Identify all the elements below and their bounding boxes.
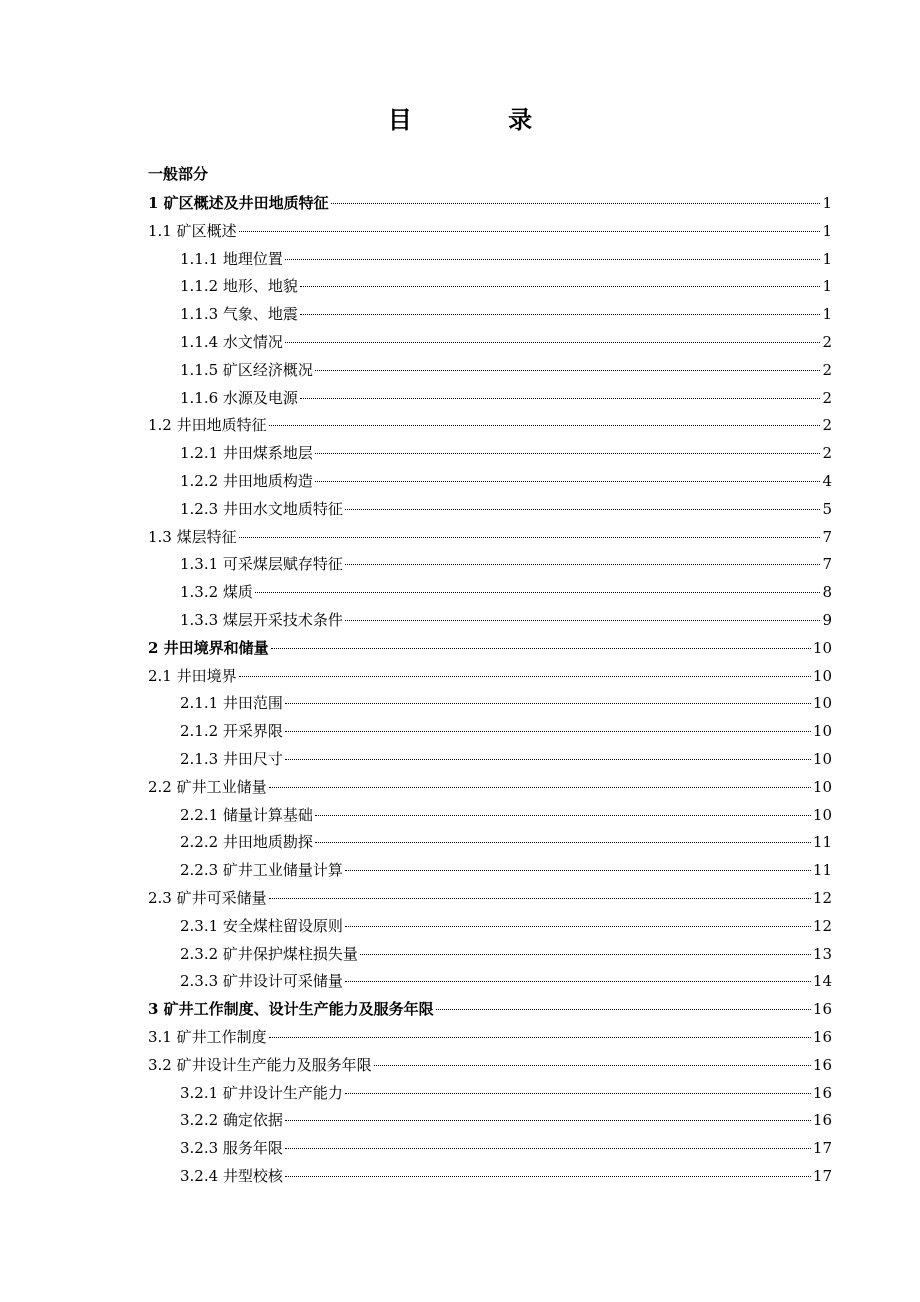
toc-entry[interactable] (148, 774, 832, 802)
toc-entry[interactable] (148, 329, 832, 357)
toc-entry-title: 3.2.2 确定依据 (180, 1111, 283, 1130)
dot-leader (269, 787, 811, 788)
dot-leader (271, 648, 811, 649)
toc-entry[interactable] (148, 857, 832, 885)
toc-entry-title: 1.2 井田地质特征 (148, 416, 267, 435)
toc-entry-page-number: 16 (812, 1000, 832, 1019)
toc-entry-title: 1.3.1 可采煤层赋存特征 (180, 555, 343, 574)
toc-entry-title: 1.1.4 水文情况 (180, 332, 283, 351)
toc-entry-page-number: 10 (812, 666, 832, 685)
dot-leader (315, 842, 811, 843)
toc-entry-page-number: 16 (812, 1055, 832, 1074)
toc-entry[interactable] (148, 913, 832, 941)
toc-entry[interactable] (148, 829, 832, 857)
dot-leader (285, 703, 811, 704)
toc-entry-page-number: 2 (822, 360, 832, 379)
table-of-contents (148, 190, 832, 1191)
toc-entry-title: 2.1.3 井田尺寸 (180, 749, 283, 768)
dot-leader (269, 898, 811, 899)
toc-entry-page-number: 2 (822, 416, 832, 435)
toc-entry-title: 3.1 矿井工作制度 (148, 1027, 267, 1046)
toc-entry[interactable] (148, 551, 832, 579)
toc-entry-page-number: 10 (812, 638, 832, 657)
dot-leader (255, 592, 821, 593)
dot-leader (315, 815, 811, 816)
toc-entry[interactable] (148, 635, 832, 663)
toc-entry-page-number: 1 (822, 277, 832, 296)
toc-entry-title: 2.3 矿井可采储量 (148, 888, 267, 907)
toc-entry[interactable] (148, 440, 832, 468)
toc-entry-page-number: 1 (822, 221, 832, 240)
toc-entry-page-number: 11 (812, 861, 832, 880)
dot-leader (315, 481, 821, 482)
toc-entry[interactable] (148, 690, 832, 718)
toc-entry[interactable] (148, 246, 832, 274)
toc-entry-page-number: 1 (822, 249, 832, 268)
dot-leader (374, 1065, 811, 1066)
toc-entry-page-number: 7 (822, 527, 832, 546)
toc-entry[interactable] (148, 357, 832, 385)
dot-leader (345, 926, 811, 927)
page-title: 目 录 (387, 105, 577, 134)
toc-entry-title: 2 井田境界和储量 (148, 638, 269, 657)
toc-entry-title: 3.2.1 矿井设计生产能力 (180, 1083, 343, 1102)
dot-leader (345, 981, 811, 982)
toc-entry-title: 2.3.1 安全煤柱留设原则 (180, 916, 343, 935)
dot-leader (300, 314, 821, 315)
toc-entry-page-number: 1 (822, 305, 832, 324)
toc-entry[interactable] (148, 385, 832, 413)
toc-entry[interactable] (148, 1024, 832, 1052)
toc-entry-title: 1.1.3 气象、地震 (180, 305, 298, 324)
toc-entry[interactable] (148, 885, 832, 913)
dot-leader (285, 1176, 811, 1177)
toc-entry-title: 1.2.3 井田水文地质特征 (180, 499, 343, 518)
toc-entry[interactable] (148, 273, 832, 301)
toc-entry[interactable] (148, 663, 832, 691)
toc-entry-page-number: 12 (812, 888, 832, 907)
dot-leader (285, 759, 811, 760)
toc-entry-title: 3.2 矿井设计生产能力及服务年限 (148, 1055, 372, 1074)
toc-entry-title: 3.2.4 井型校核 (180, 1166, 283, 1185)
toc-entry-page-number: 4 (822, 471, 832, 490)
toc-entry[interactable] (148, 579, 832, 607)
toc-entry[interactable] (148, 524, 832, 552)
dot-leader (331, 203, 821, 204)
dot-leader (285, 731, 811, 732)
toc-entry[interactable] (148, 968, 832, 996)
toc-entry[interactable] (148, 1163, 832, 1191)
toc-entry[interactable] (148, 190, 832, 218)
toc-entry-title: 2.3.3 矿井设计可采储量 (180, 972, 343, 991)
toc-entry-page-number: 10 (812, 777, 832, 796)
dot-leader (436, 1009, 811, 1010)
toc-entry-title: 2.3.2 矿井保护煤柱损失量 (180, 944, 358, 963)
toc-entry[interactable] (148, 1107, 832, 1135)
toc-entry-page-number: 17 (812, 1166, 832, 1185)
toc-entry[interactable] (148, 746, 832, 774)
toc-entry-page-number: 10 (812, 749, 832, 768)
toc-entry-page-number: 11 (812, 833, 832, 852)
dot-leader (345, 564, 821, 565)
toc-entry-page-number: 9 (822, 610, 832, 629)
toc-entry[interactable] (148, 468, 832, 496)
toc-entry[interactable] (148, 1135, 832, 1163)
dot-leader (360, 954, 811, 955)
dot-leader (345, 1093, 811, 1094)
toc-entry[interactable] (148, 218, 832, 246)
toc-entry-page-number: 5 (822, 499, 832, 518)
toc-entry-title: 1.2.1 井田煤系地层 (180, 444, 313, 463)
dot-leader (269, 425, 821, 426)
dot-leader (345, 620, 821, 621)
dot-leader (285, 259, 821, 260)
toc-entry[interactable] (148, 412, 832, 440)
dot-leader (239, 231, 821, 232)
toc-entry-title: 2.2 矿井工业储量 (148, 777, 267, 796)
toc-entry-page-number: 10 (812, 805, 832, 824)
toc-entry[interactable] (148, 802, 832, 830)
toc-entry-title: 1.1 矿区概述 (148, 221, 237, 240)
toc-entry[interactable] (148, 607, 832, 635)
toc-entry-title: 2.2.2 井田地质勘探 (180, 833, 313, 852)
toc-entry[interactable] (148, 301, 832, 329)
toc-entry-title: 3 矿井工作制度、设计生产能力及服务年限 (148, 1000, 434, 1019)
toc-entry-page-number: 16 (812, 1111, 832, 1130)
toc-entry-page-number: 7 (822, 555, 832, 574)
toc-entry-title: 2.2.3 矿井工业储量计算 (180, 861, 343, 880)
toc-entry-page-number: 12 (812, 916, 832, 935)
dot-leader (285, 1148, 811, 1149)
toc-entry-title: 1.3 煤层特征 (148, 527, 237, 546)
toc-entry-title: 3.2.3 服务年限 (180, 1139, 283, 1158)
toc-entry-title: 1.3.2 煤质 (180, 583, 253, 602)
dot-leader (285, 1120, 811, 1121)
toc-entry-title: 2.2.1 储量计算基础 (180, 805, 313, 824)
toc-entry-title: 2.1 井田境界 (148, 666, 237, 685)
toc-entry[interactable] (148, 1052, 832, 1080)
dot-leader (285, 342, 821, 343)
toc-entry-title: 1.1.6 水源及电源 (180, 388, 298, 407)
toc-entry[interactable] (148, 1080, 832, 1108)
toc-entry-page-number: 16 (812, 1027, 832, 1046)
toc-entry-title: 1.1.1 地理位置 (180, 249, 283, 268)
toc-entry[interactable] (148, 718, 832, 746)
toc-entry-title: 1.2.2 井田地质构造 (180, 471, 313, 490)
toc-entry-page-number: 8 (822, 583, 832, 602)
toc-entry-title: 1.1.2 地形、地貌 (180, 277, 298, 296)
dot-leader (239, 676, 811, 677)
toc-entry-title: 1.3.3 煤层开采技术条件 (180, 610, 343, 629)
toc-entry-page-number: 14 (812, 972, 832, 991)
toc-entry[interactable] (148, 996, 832, 1024)
dot-leader (269, 1037, 811, 1038)
toc-entry-title: 2.1.2 开采界限 (180, 722, 283, 741)
toc-entry-page-number: 10 (812, 694, 832, 713)
toc-entry[interactable] (148, 496, 832, 524)
dot-leader (300, 398, 821, 399)
section-heading: 一般部分 (148, 165, 209, 183)
toc-entry-page-number: 2 (822, 388, 832, 407)
dot-leader (345, 509, 821, 510)
toc-entry-title: 1.1.5 矿区经济概况 (180, 360, 313, 379)
toc-entry-page-number: 2 (822, 444, 832, 463)
toc-entry-page-number: 2 (822, 332, 832, 351)
dot-leader (345, 870, 811, 871)
dot-leader (315, 453, 821, 454)
dot-leader (315, 370, 821, 371)
toc-entry-page-number: 16 (812, 1083, 832, 1102)
dot-leader (239, 537, 821, 538)
toc-entry-page-number: 10 (812, 722, 832, 741)
toc-entry-page-number: 17 (812, 1139, 832, 1158)
toc-entry-page-number: 1 (822, 194, 832, 212)
toc-entry-title: 2.1.1 井田范围 (180, 694, 283, 713)
dot-leader (300, 286, 821, 287)
toc-entry-page-number: 13 (812, 944, 832, 963)
toc-entry-title: 1 矿区概述及井田地质特征 (148, 194, 329, 212)
toc-entry[interactable] (148, 941, 832, 969)
